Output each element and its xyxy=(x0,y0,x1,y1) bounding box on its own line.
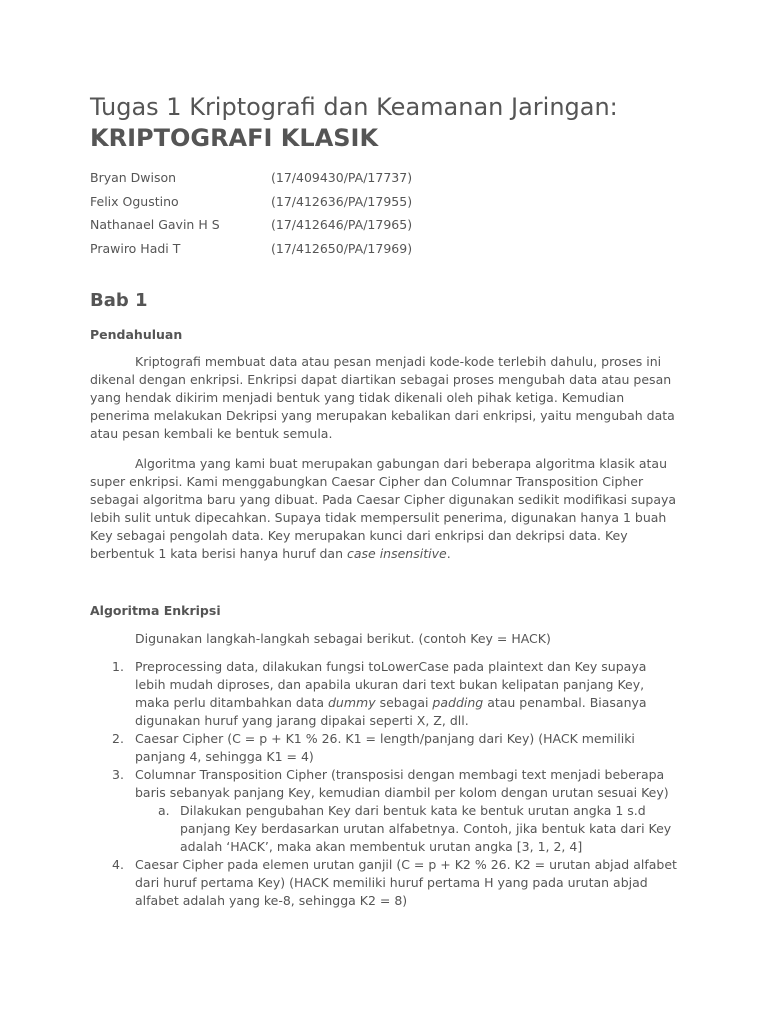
enkripsi-intro: Digunakan langkah-langkah sebagai berikut. (contoh Key = HACK) xyxy=(135,631,551,646)
author-id: (17/412636/PA/17955) xyxy=(271,193,413,209)
list-item xyxy=(90,856,690,910)
list-text-part: atau penambal. Biasanya digunakan huruf yang jarang dipakai seperti X, Z, dll. xyxy=(135,695,647,728)
section-heading-pendahuluan: Pendahuluan xyxy=(90,327,183,342)
author-name: Prawiro Hadi T xyxy=(90,240,181,256)
paragraph-pendahuluan-1: Kriptografi membuat data atau pesan menjadi kode-kode terlebih dahulu, proses ini dikenal dengan enkripsi. Enkripsi dapat diartikan sebagai proses mengubah data atau pesan yang hendak dikirim menjadi bentuk yang tidak dikenali oleh pihak ketiga. Kemudian penerima melakukan Dekripsi yang merupakan kebalikan dari enkripsi, yaitu mengubah data atau pesan kembali ke bentuk semula. xyxy=(90,354,675,441)
author-name: Nathanael Gavin H S xyxy=(90,217,220,232)
chapter-heading: Bab 1 xyxy=(90,290,148,311)
author-list xyxy=(90,166,690,260)
emphasis-text: padding xyxy=(432,695,484,710)
paragraph-text: . xyxy=(446,546,451,561)
author-row xyxy=(90,166,690,190)
list-item xyxy=(90,766,690,802)
author-name: Felix Ogustino xyxy=(90,193,179,209)
enkripsi-steps-list xyxy=(90,658,690,910)
author-row xyxy=(90,213,690,237)
section-heading-enkripsi: Algoritma Enkripsi xyxy=(90,603,221,618)
list-number: 3. xyxy=(112,767,124,782)
list-text-part: Preprocessing data, dilakukan fungsi toLowerCase pada plaintext dan Key supaya lebih mudah diproses, dan apabila ukuran dari text bukan kelipatan panjang Key, maka perlu ditambahkan data xyxy=(135,659,647,710)
author-id: (17/412650/PA/17969) xyxy=(271,240,413,256)
document-title xyxy=(90,92,730,154)
list-number: a. xyxy=(158,803,170,818)
emphasis-text: dummy xyxy=(328,695,376,710)
author-row xyxy=(90,237,690,261)
title-line-1: Tugas 1 Kriptografi dan Keamanan Jaringan: xyxy=(90,93,618,121)
list-number: 2. xyxy=(112,731,124,746)
sub-list-item xyxy=(90,802,690,856)
list-text: Columnar Transposition Cipher (transposisi dengan membagi text menjadi beberapa baris sebanyak panjang Key, kemudian diambil per kolom dengan urutan sesuai Key) xyxy=(135,767,669,800)
list-number: 1. xyxy=(112,659,124,674)
list-text: Dilakukan pengubahan Key dari bentuk kata ke bentuk urutan angka 1 s.d panjang Key berdasarkan urutan alfabetnya. Contoh, jika bentuk kata dari Key adalah ‘HACK’, maka akan membentuk urutan angka [3, 1, 2, 4] xyxy=(180,803,672,854)
list-item xyxy=(90,730,690,766)
list-number: 4. xyxy=(112,857,124,872)
paragraph-text: Algoritma yang kami buat merupakan gabungan dari beberapa algoritma klasik atau super enkripsi. Kami menggabungkan Caesar Cipher dan Columnar Transposition Cipher sebagai algoritma baru yang dibuat. Pada Caesar Cipher digunakan sedikit modifikasi supaya lebih sulit untuk dipecahkan. Supaya tidak mempersulit penerima, digunakan hanya 1 buah Key sebagai pengolah data. Key merupakan kunci dari enkripsi dan dekripsi data. Key berbentuk 1 kata berisi hanya huruf dan xyxy=(90,456,677,561)
emphasis-text: case insensitive xyxy=(347,546,447,561)
author-id: (17/409430/PA/17737) xyxy=(271,170,413,185)
paragraph-pendahuluan-2 xyxy=(90,455,680,563)
author-name: Bryan Dwison xyxy=(90,170,177,185)
title-line-2: KRIPTOGRAFI KLASIK xyxy=(90,124,379,152)
list-text xyxy=(135,658,680,730)
list-text: Caesar Cipher (C = p + K1 % 26. K1 = length/panjang dari Key) (HACK memiliki panjang 4, sehingga K1 = 4) xyxy=(135,731,635,764)
author-id: (17/412646/PA/17965) xyxy=(271,217,413,232)
list-item xyxy=(90,658,690,730)
list-text: Caesar Cipher pada elemen urutan ganjil (C = p + K2 % 26. K2 = urutan abjad alfabet dari huruf pertama Key) (HACK memiliki huruf pertama H yang pada urutan abjad alfabet adalah yang ke-8, sehingga K2 = 8) xyxy=(135,857,677,908)
author-row xyxy=(90,190,690,214)
list-text-part: sebagai xyxy=(375,695,433,710)
